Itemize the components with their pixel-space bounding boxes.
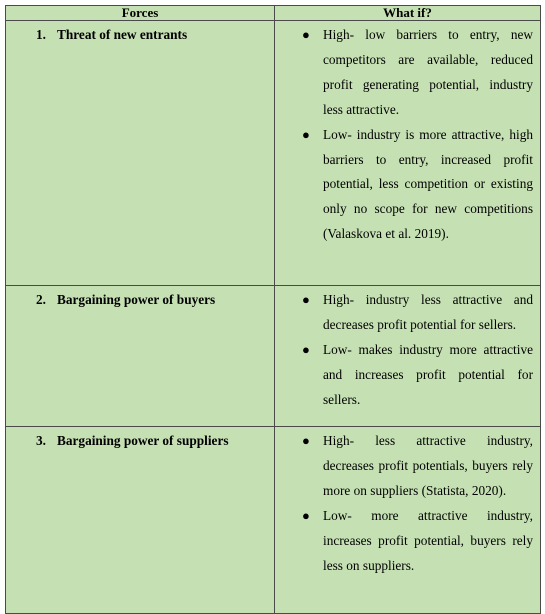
header-what-if: What if? (275, 6, 541, 21)
force-number: 1. (36, 27, 46, 42)
table-row (6, 21, 541, 286)
table-row (6, 427, 541, 614)
bullet-icon: ● (302, 341, 310, 357)
bullet-icon: ● (302, 433, 310, 448)
bullet-list (275, 429, 540, 578)
what-if-cell (275, 427, 541, 614)
force-cell (6, 427, 275, 614)
table-row (6, 286, 541, 427)
what-if-cell (275, 21, 541, 286)
force-label: Bargaining power of buyers (57, 292, 216, 307)
bullet-list (275, 288, 540, 413)
bullet-item: ● High- low barriers to entry, new competitors are available, reduced profit generating potential, industry less attractive. (275, 23, 533, 123)
what-if-cell (275, 286, 541, 427)
bullet-icon: ● (302, 27, 310, 42)
bullet-icon: ● (302, 126, 310, 142)
bullet-icon: ● (302, 292, 310, 307)
force-cell (6, 21, 275, 286)
forces-table (5, 5, 541, 614)
force-number: 3. (36, 433, 46, 448)
force-label: Threat of new entrants (57, 27, 188, 42)
header-row (6, 6, 541, 21)
bullet-item: ● Low- industry is more attractive, high barriers to entry, increased profit potential, less competition or existing only no scope for new competitions (Valaskova et al. 2019). (275, 123, 533, 248)
bullet-icon: ● (302, 507, 310, 523)
bullet-list (275, 23, 540, 247)
bullet-item: ● High- industry less attractive and decreases profit potential for sellers. (275, 288, 533, 338)
force-number: 2. (36, 292, 46, 307)
force-cell (6, 286, 275, 427)
bullet-item: ● Low- more attractive industry, increases profit potential, buyers rely less on suppliers. (275, 504, 533, 579)
force-label: Bargaining power of suppliers (57, 433, 229, 448)
bullet-item: ● Low- makes industry more attractive and increases profit potential for sellers. (275, 338, 533, 413)
header-forces: Forces (6, 6, 275, 21)
bullet-item: ● High- less attractive industry, decreases profit potentials, buyers rely more on suppliers (Statista, 2020). (275, 429, 533, 504)
